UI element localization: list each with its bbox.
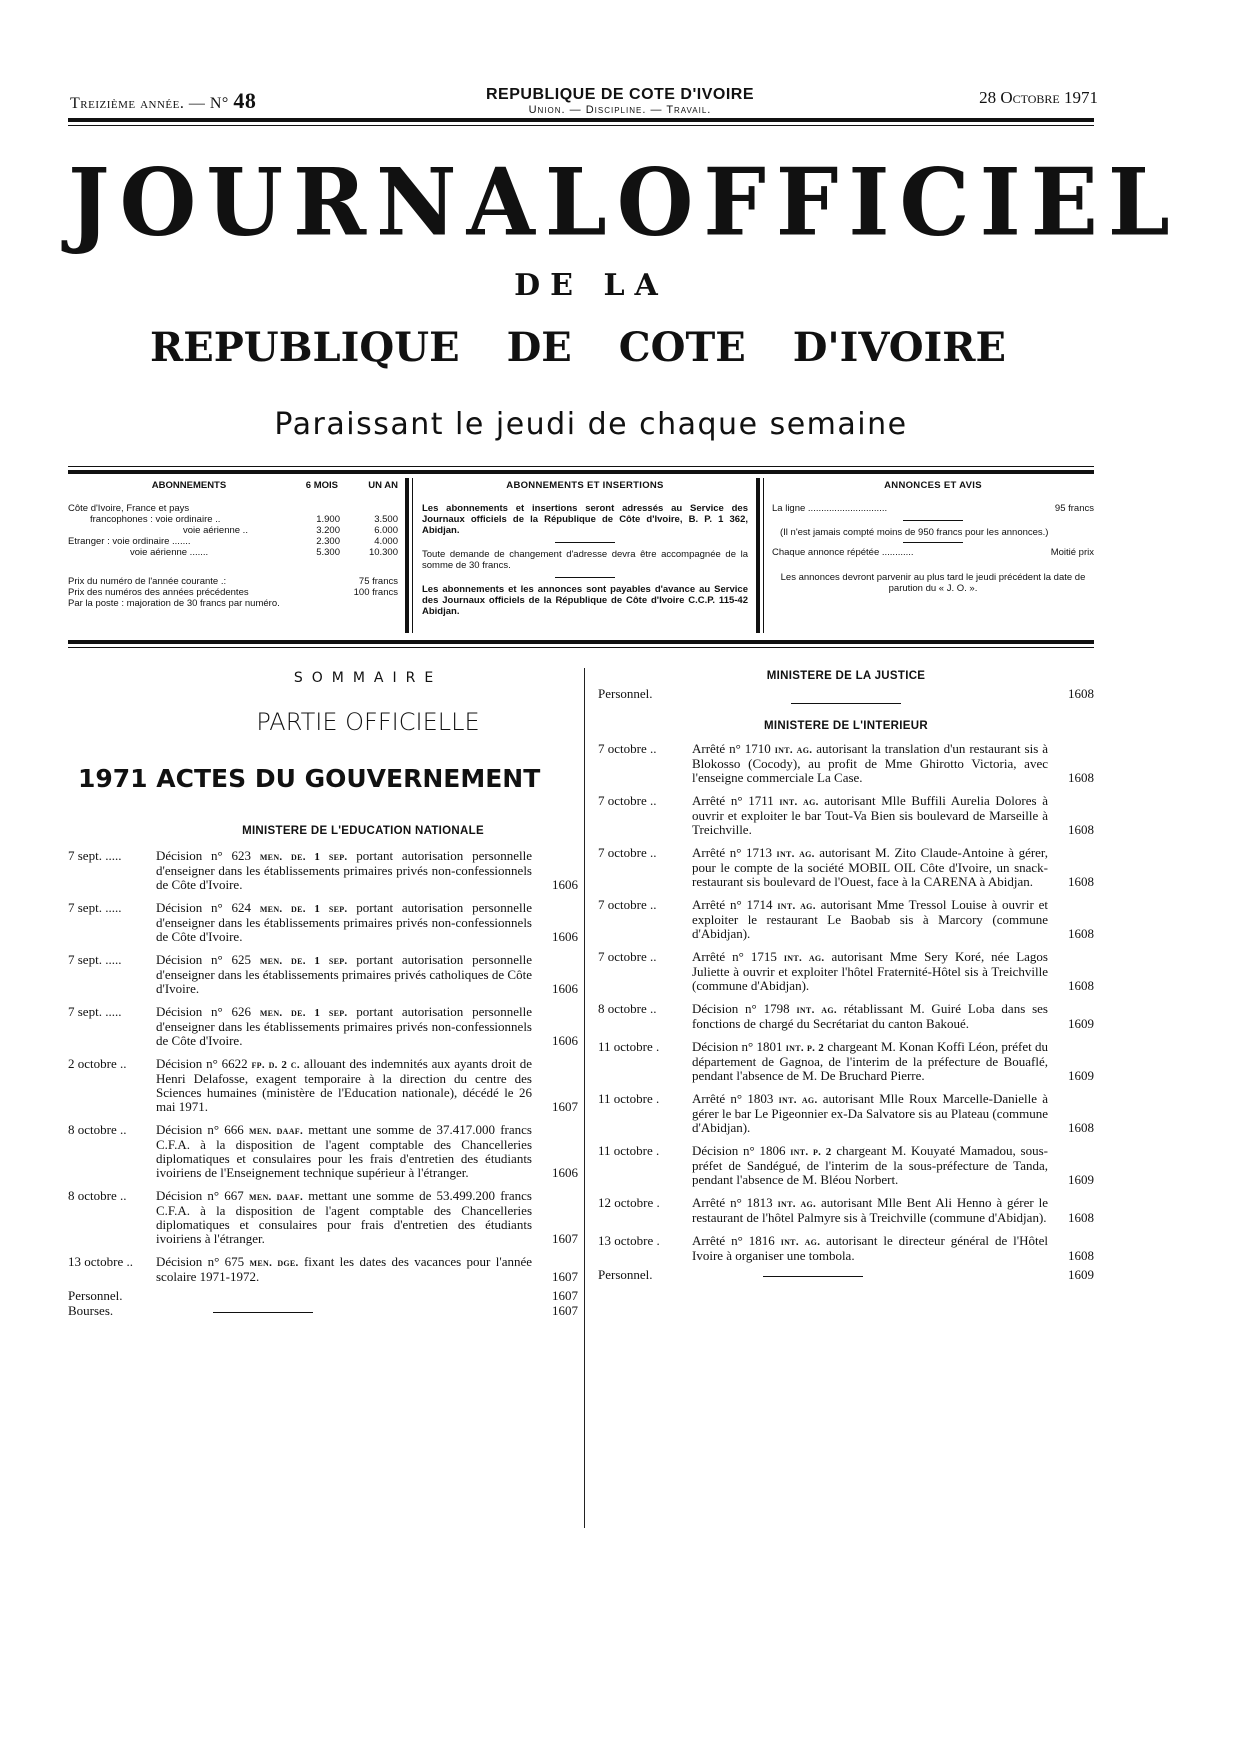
summary-entry: 7 sept. ..... Décision n° 625 men. de. 1 sep. portant autorisation personnelle d'enseigner dans les établissements primaires privés catholiques de Côte d'Ivoire. 1606 [68,952,578,996]
header-rule-thin [68,125,1094,126]
page-number: 1606 [552,981,578,996]
masthead-word-officiel: OFFICIEL [616,147,1180,257]
issue-label: Treizième année. — N° [70,95,229,112]
page-number: 1608 [1068,926,1094,941]
summary-right-column [598,670,1094,1282]
page-number: 1606 [552,1033,578,1048]
page-number: 1606 [552,1165,578,1180]
notice-line-price: La ligne .............................. 95 francs [772,503,1094,514]
column-divider [584,668,585,1528]
price-row: Prix du numéro de l'année courante .: 75 francs [68,576,398,587]
insertions-payment: Les abonnements et les annonces sont payables d'avance au Service des Journaux officiels de la République de Côte d'Ivoire C.C.P. 115-42 Abidjan. [422,584,748,617]
notice-repeat-price: Chaque annonce répétée ............ Moitié prix [772,547,1094,558]
page-number: 1608 [1068,1210,1094,1225]
masthead-republic-word: D'IVOIRE [792,324,1006,371]
insertions-address: Les abonnements et insertions seront adressés au Service des Journaux officiels de la République de Côte d'Ivoire, B. P. 1 362, Abidjan. [422,503,748,536]
summary-left-column [68,670,578,1318]
page-number: 1609 [1068,1172,1094,1187]
masthead-de-la: DE LA [514,268,668,303]
page-number: 1608 [1068,770,1094,785]
summary-entry: 7 octobre .. Arrêté n° 1713 int. ag. autorisant M. Zito Claude-Antoine à gérer, pour le compte de la société MOBIL OIL Côte d'Ivoire, un snack-restaurant sis boulevard de l'Ouest, face à la CARENA à Abidjan. 1608 [598,845,1094,889]
issue-number [70,88,256,114]
bourses-row: Bourses. 1607 [68,1303,578,1318]
box-divider [756,478,760,633]
subscription-row: francophones : voie ordinaire .. 1.900 3.500 [90,514,398,525]
summary-entry: 2 octobre .. Décision n° 6622 fp. d. 2 c. allouant des indemnités aux ayants droit de Henri Delafosse, exagent temporaire à la direction du centre des Sciences humaines (ministère de l'Education nationale), décédé le 26 mai 1971. 1607 [68,1056,578,1114]
summary-entry: 11 octobre . Arrêté n° 1803 int. ag. autorisant Mlle Roux Marcelle-Danielle à gérer le bar Le Pigeonnier ex-Da Salvatore sis au Plateau (commune d'Abidjan). 1608 [598,1091,1094,1135]
summary-entry: 7 sept. ..... Décision n° 626 men. de. 1 sep. portant autorisation personnelle d'enseigner dans les établissements primaires privés non-confessionnels de Côte d'Ivoire. 1606 [68,1004,578,1048]
masthead-title [68,147,1180,257]
republic-motto: Union. — Discipline. — Travail. [528,104,712,116]
insertions-change-address: Toute demande de changement d'adresse devra être accompagnée de la somme de 30 francs. [422,549,748,571]
justice-personnel-row: Personnel. 1608 [598,686,1094,701]
masthead-republic [150,324,1006,371]
summary-entry: 7 sept. ..... Décision n° 623 men. de. 1 sep. portant autorisation personnelle d'enseigner dans les établissements primaires privés non-confessionnels de Côte d'Ivoire. 1606 [68,848,578,892]
page-number: 1608 [1068,874,1094,889]
republic-header [430,86,810,116]
ministry-interior-heading: MINISTERE DE L'INTERIEUR [764,720,928,732]
notice-minimum: (Il n'est jamais compté moins de 950 francs pour les annonces.) [780,527,1049,538]
notice-deadline: Les annonces devront parvenir au plus tard le jeudi précédent la date de parution du « J. O. ». [780,572,1086,594]
summary-entry: 11 octobre . Décision n° 1806 int. p. 2 chargeant M. Kouyaté Mamadou, sous-préfet de Sandégué, de l'interim de la sous-préfecture de Tanda, pendant l'absence de M. Bléou Norbert. 1609 [598,1143,1094,1187]
summary-entry: 12 octobre . Arrêté n° 1813 int. ag. autorisant Mlle Bent Ali Henno à gérer le restaurant de l'hôtel Palmyre sis à Treichville (commune d'Abidjan). 1608 [598,1195,1094,1225]
summary-entry: 7 octobre .. Arrêté n° 1710 int. ag. autorisant la translation d'un restaurant sis à Blokosso (Cocody), au profit de Mme Ghirotto Victoria, avec l'enseigne commerciale La Case. 1608 [598,741,1094,785]
summary-entry: 7 octobre .. Arrêté n° 1715 int. ag. autorisant Mme Sery Koré, née Lagos Juliette à ouvrir et exploiter l'hôtel Fraternité-Hôtel sis à Treichville (commune d'Abidjan). 1608 [598,949,1094,993]
notices-box [772,480,1094,594]
page-number: 1608 [1068,978,1094,993]
summary-entry: 7 octobre .. Arrêté n° 1711 int. ag. autorisant Mlle Buffili Aurelia Dolores à ouvrir et exploiter le bar Tout-Va Bien sis boulevard de Marseille à Treichville. 1608 [598,793,1094,837]
subscription-row: voie aérienne .. 3.200 6.000 [183,525,398,536]
box-rule-top [68,470,1094,474]
issue-value: 48 [233,88,257,113]
subscription-row: Côte d'Ivoire, France et pays [68,503,190,514]
page-number: 1607 [552,1231,578,1246]
interior-personnel-row: Personnel. 1609 [598,1267,1094,1282]
header-rule [68,118,1094,122]
official-part-title: PARTIE OFFICIELLE [256,708,480,736]
page-number: 1607 [552,1269,578,1284]
box-rule-bottom [68,640,1094,644]
price-row: Prix des numéros des années précédentes 100 francs [68,587,398,598]
subscriptions-box [68,480,398,609]
summary-entry: 13 octobre . Arrêté n° 1816 int. ag. autorisant le directeur général de l'Hôtel Ivoire à organiser une tombola. 1608 [598,1233,1094,1263]
box-divider [405,478,409,633]
insertions-box [418,480,748,617]
masthead-tagline: Paraissant le jeudi de chaque semaine [274,407,908,442]
education-entries [68,849,578,1284]
page-number: 1609 [1068,1016,1094,1031]
summary-entry: 11 octobre . Décision n° 1801 int. p. 2 chargeant M. Konan Koffi Léon, préfet du département de Gagnoa, de l'interim de la préfecture de Bouaflé, pendant l'absence de M. De Bruchard Pierre. 1609 [598,1039,1094,1083]
notices-title: ANNONCES ET AVIS [884,480,982,491]
summary-entry: 7 sept. ..... Décision n° 624 men. de. 1 sep. portant autorisation personnelle d'enseigner dans les établissements primaires privés non-confessionnels de Côte d'Ivoire. 1606 [68,900,578,944]
ministry-education-heading: MINISTERE DE L'EDUCATION NATIONALE [242,825,484,837]
price-row: Par la poste : majoration de 30 francs par numéro. [68,598,280,609]
interior-entries [598,742,1094,1263]
subscription-row: voie aérienne ....... 5.300 10.300 [130,547,398,558]
page-number: 1608 [1068,822,1094,837]
box-rule-bottom-thin [68,647,1094,648]
masthead-republic-word: COTE [618,324,746,371]
masthead-republic-word: REPUBLIQUE [150,324,460,371]
summary-entry: 7 octobre .. Arrêté n° 1714 int. ag. autorisant Mme Tressol Louise à ouvrir et exploiter le restaurant Le Baobab sis à Marcory (commune d'Abidjan). 1608 [598,897,1094,941]
summary-entry: 8 octobre .. Décision n° 667 men. daaf. mettant une somme de 53.499.200 francs C.F.A. à la disposition de l'agent comptable des Chancelleries diplomatiques et consulaires pour frais d'entretien des étudiants ivoiriens à l'étranger. 1607 [68,1188,578,1246]
ministry-justice-heading: MINISTERE DE LA JUSTICE [766,670,926,682]
summary-entry: 13 octobre .. Décision n° 675 men. dge. fixant les dates des vacances pour l'année scolaire 1971-1972. 1607 [68,1254,578,1284]
government-acts-title: 1971 ACTES DU GOUVERNEMENT [78,764,541,793]
summary-entry: 8 octobre .. Décision n° 666 men. daaf. mettant une somme de 37.417.000 francs C.F.A. à la disposition de l'agent comptable des Chancelleries diplomatiques et consulaires pour les frais d'entretien des étudiants ivoiriens de l'Enseignement technique supérieur à l'étranger. 1606 [68,1122,578,1180]
subscriptions-header: ABONNEMENTS 6 MOIS UN AN [151,480,398,491]
insertions-title: ABONNEMENTS ET INSERTIONS [506,480,664,491]
summary-entry: 8 octobre .. Décision n° 1798 int. ag. rétablissant M. Guiré Loba dans ses fonctions de chargé du Secrétariat du canton Bakoué. 1609 [598,1001,1094,1031]
box-rule-top-thin [68,466,1094,467]
box-divider-thin [763,478,764,633]
masthead-republic-word: DE [506,324,572,371]
personnel-row: Personnel. 1607 [68,1288,578,1303]
subscription-row: Etranger : voie ordinaire ....... 2.300 4.000 [68,536,398,547]
summary-title: SOMMAIRE [293,670,443,686]
page-number: 1608 [1068,1248,1094,1263]
page-number: 1607 [552,1099,578,1114]
page-number: 1606 [552,929,578,944]
box-divider-thin [412,478,413,633]
page-number: 1609 [1068,1068,1094,1083]
issue-date: 28 Octobre 1971 [979,88,1098,107]
masthead-word-journal: JOURNAL [68,147,617,257]
page-number: 1608 [1068,1120,1094,1135]
page-number: 1606 [552,877,578,892]
republic-name: REPUBLIQUE DE COTE D'IVOIRE [486,86,754,103]
